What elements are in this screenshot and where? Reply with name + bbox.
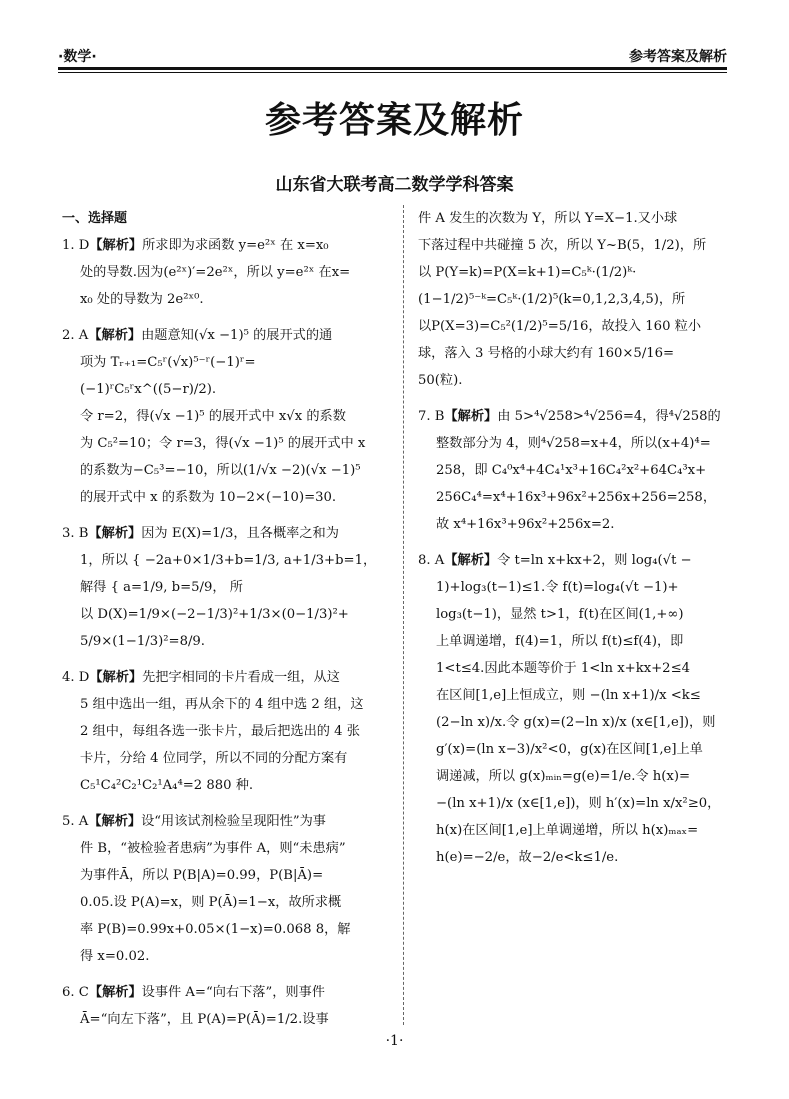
header-section: 参考答案及解析 [629, 49, 727, 65]
solution-line [418, 682, 730, 709]
solution-text: 先把字相同的卡片看成一组，从这 [142, 670, 340, 685]
question-number: 7. [418, 409, 431, 424]
question-number: 6. [62, 985, 75, 1000]
solution-text: 调递减，所以 g(x)ₘᵢₙ=g(e)=1/e.令 h(x)= [436, 769, 691, 784]
solution-line [62, 664, 388, 691]
solution-text: 1<t≤4.因此本题等价于 1<ln x+kx+2≤4 [436, 661, 691, 676]
solution-line [418, 232, 730, 259]
answer-letter: D [78, 238, 90, 253]
header-subject: ·数学· [58, 49, 97, 65]
question-number: 1. [62, 238, 75, 253]
solution-item [62, 979, 388, 1033]
solution-line [418, 817, 730, 844]
solution-text: 令 r=2，得(√x −1)⁵ 的展开式中 x√x 的系数 [80, 409, 346, 424]
solution-text: (2−ln x)/x.令 g(x)=(2−ln x)/x (x∈[1,e])，则 [436, 715, 716, 730]
solution-text: 上单调递增，f(4)=1，所以 f(t)≤f(4)，即 [436, 634, 684, 649]
solution-line [62, 943, 388, 970]
solution-line [62, 772, 388, 799]
solution-line [62, 889, 388, 916]
header-rule [58, 67, 727, 73]
solution-line [418, 763, 730, 790]
solution-text: 为事件Ā，所以 P(B|A)=0.99，P(B|Ā)= [80, 868, 324, 883]
solution-text: 由 5>⁴√258>⁴√256=4，得⁴√258的 [497, 409, 721, 424]
column-divider [403, 205, 404, 1025]
solution-line [62, 601, 388, 628]
solution-text: 件 B，“被检验者患病”为事件 A，则“未患病” [80, 841, 346, 856]
solution-line [418, 340, 730, 367]
solution-line [418, 790, 730, 817]
solution-item [418, 205, 730, 394]
solution-line [418, 259, 730, 286]
solution-text: 50(粒). [418, 373, 463, 388]
solution-line [62, 718, 388, 745]
solution-text: 整数部分为 4，则⁴√258=x+4，所以(x+4)⁴= [436, 436, 711, 451]
right-column [418, 205, 730, 880]
solution-text: 1，所以 { −2a+0×1/3+b=1/3, a+1/3+b=1， 解得 { a=1/9, b=5/9， 所 [80, 553, 377, 595]
solution-item [62, 808, 388, 970]
analysis-tag: 【解析】 [89, 670, 143, 685]
solution-item [418, 547, 730, 871]
solution-item [418, 403, 730, 538]
question-number: 3. [62, 526, 75, 541]
solution-text: 在区间[1,e]上恒成立，则 −(ln x+1)/x <k≤ [436, 688, 701, 703]
solution-line [62, 286, 388, 313]
solution-item [62, 232, 388, 313]
solution-text: 因为 E(X)=1/3，且各概率之和为 [141, 526, 339, 541]
solution-text: 卡片，分给 4 位同学，所以不同的分配方案有 [80, 751, 348, 766]
solution-line [418, 574, 730, 601]
solution-text: 得 x=0.02. [80, 949, 150, 964]
solution-line [418, 736, 730, 763]
solution-text: C₅¹C₄²C₂¹C₂¹A₄⁴=2 880 种. [80, 778, 254, 793]
solution-text: 1)+log₃(t−1)≤1.令 f(t)=log₄(√t −1)+ [436, 580, 679, 595]
analysis-tag: 【解析】 [88, 328, 142, 343]
analysis-tag: 【解析】 [88, 526, 142, 541]
solution-text: 的展开式中 x 的系数为 10−2×(−10)=30. [80, 490, 337, 505]
solution-line [62, 862, 388, 889]
solution-text: 以 D(X)=1/9×(−2−1/3)²+1/3×(0−1/3)²+ [80, 607, 349, 622]
question-number: 4. [62, 670, 75, 685]
analysis-tag: 【解析】 [88, 985, 142, 1000]
answer-letter: D [78, 670, 90, 685]
solution-text: 设事件 A=“向右下落”，则事件 [141, 985, 325, 1000]
left-column [62, 205, 388, 1042]
solution-line [62, 691, 388, 718]
solution-line [418, 547, 730, 574]
solution-line [62, 484, 388, 511]
solution-line [418, 367, 730, 394]
solution-text: h(e)=−2/e，故−2/e<k≤1/e. [436, 850, 619, 865]
solution-text: 5 组中选出一组，再从余下的 4 组中选 2 组，这 [80, 697, 364, 712]
answer-letter: B [78, 526, 89, 541]
solution-line [62, 232, 388, 259]
page-number: ·1· [385, 1033, 404, 1049]
answer-letter: B [434, 409, 445, 424]
solution-line [62, 259, 388, 286]
solution-text: 项为 Tᵣ₊₁=C₅ʳ(√x)⁵⁻ʳ(−1)ʳ=(−1)ʳC₅ʳx^((5−r)/2). [80, 355, 256, 397]
question-number: 8. [418, 553, 431, 568]
question-number: 2. [62, 328, 75, 343]
answer-letter: A [78, 328, 89, 343]
solution-text: 以P(X=3)=C₅²(1/2)⁵=5/16，故投入 160 粒小 [418, 319, 702, 334]
question-number: 5. [62, 814, 75, 829]
solution-line [418, 655, 730, 682]
solution-line [418, 286, 730, 313]
solution-line [418, 313, 730, 340]
solution-text: 2 组中，每组各选一张卡片，最后把选出的 4 张 [80, 724, 360, 739]
solution-text: 令 t=ln x+kx+2，则 log₄(√t − [497, 553, 692, 568]
solution-text: 由题意知(√x −1)⁵ 的展开式的通 [141, 328, 333, 343]
solution-line [418, 205, 730, 232]
solution-line [62, 835, 388, 862]
section-heading: 一、选择题 [62, 211, 128, 226]
solution-line [62, 403, 388, 430]
solution-text: x₀ 处的导数为 2e²ˣ⁰. [80, 292, 204, 307]
solution-text: 0.05.设 P(A)=x，则 P(Ā)=1−x，故所求概 [80, 895, 342, 910]
solution-text: 所求即为求函数 y=e²ˣ 在 x=x₀ [142, 238, 329, 253]
solution-text: 故 x⁴+16x³+96x²+256x=2. [436, 517, 615, 532]
solution-line [62, 1006, 388, 1033]
solution-text: 件 A 发生的次数为 Y，所以 Y=X−1.又小球 [418, 211, 678, 226]
solution-line [62, 979, 388, 1006]
solution-text: −(ln x+1)/x (x∈[1,e])，则 h′(x)=ln x/x²≥0， [436, 796, 721, 811]
right-items [418, 205, 730, 871]
solution-line [418, 628, 730, 655]
answer-letter: C [78, 985, 89, 1000]
solution-text: 的系数为−C₅³=−10，所以(1/√x −2)(√x −1)⁵ [80, 463, 361, 478]
analysis-tag: 【解析】 [89, 238, 143, 253]
answer-letter: A [434, 553, 445, 568]
solution-text: 设“用该试剂检验呈现阳性”为事 [141, 814, 326, 829]
solution-text: 处的导数.因为(e²ˣ)′=2e²ˣ，所以 y=e²ˣ 在x= [80, 265, 351, 280]
solution-text: 为 C₅²=10；令 r=3，得(√x −1)⁵ 的展开式中 x [80, 436, 366, 451]
analysis-tag: 【解析】 [444, 409, 498, 424]
solution-line [62, 457, 388, 484]
solution-text: 率 P(B)=0.99x+0.05×(1−x)=0.068 8，解 [80, 922, 351, 937]
solution-line [62, 547, 388, 601]
page-subtitle: 山东省大联考高二数学学科答案 [275, 175, 514, 195]
solution-line [62, 628, 388, 655]
solution-line [418, 484, 730, 511]
solution-text: h(x)在区间[1,e]上单调递增，所以 h(x)ₘₐₓ= [436, 823, 699, 838]
solution-line [418, 709, 730, 736]
analysis-tag: 【解析】 [88, 814, 142, 829]
solution-line [62, 520, 388, 547]
left-items [62, 232, 388, 1033]
solution-text: Ā=“向左下落”，且 P(A)=P(Ā)=1/2.设事 [80, 1012, 329, 1027]
solution-line [62, 322, 388, 349]
solution-item [62, 520, 388, 655]
page-title: 参考答案及解析 [264, 100, 524, 141]
solution-item [62, 322, 388, 511]
solution-text: 5/9×(1−1/3)²=8/9. [80, 634, 205, 649]
solution-line [62, 808, 388, 835]
solution-line [62, 745, 388, 772]
solution-text: 258，即 C₄⁰x⁴+4C₄¹x³+16C₄²x²+64C₄³x+ [436, 463, 707, 478]
solution-text: g′(x)=(ln x−3)/x²<0，g(x)在区间[1,e]上单 [436, 742, 703, 757]
answer-letter: A [78, 814, 89, 829]
page-header [58, 42, 727, 66]
solution-line [418, 403, 730, 430]
solution-line [62, 349, 388, 403]
solution-line [62, 916, 388, 943]
solution-text: (1−1/2)⁵⁻ᵏ=C₅ᵏ·(1/2)⁵(k=0,1,2,3,4,5)，所 [418, 292, 686, 307]
analysis-tag: 【解析】 [444, 553, 498, 568]
solution-text: log₃(t−1)，显然 t>1，f(t)在区间(1,+∞) [436, 607, 684, 622]
solution-line [418, 844, 730, 871]
solution-text: 256C₄⁴=x⁴+16x³+96x²+256x+256=258， [436, 490, 717, 505]
solution-text: 球，落入 3 号格的小球大约有 160×5/16= [418, 346, 675, 361]
solution-line [418, 430, 730, 457]
solution-text: 以 P(Y=k)=P(X=k+1)=C₅ᵏ·(1/2)ᵏ· [418, 265, 637, 280]
solution-line [418, 511, 730, 538]
solution-item [62, 664, 388, 799]
solution-line [418, 601, 730, 628]
solution-line [62, 430, 388, 457]
solution-line [418, 457, 730, 484]
solution-text: 下落过程中共碰撞 5 次，所以 Y~B(5，1/2)，所 [418, 238, 707, 253]
